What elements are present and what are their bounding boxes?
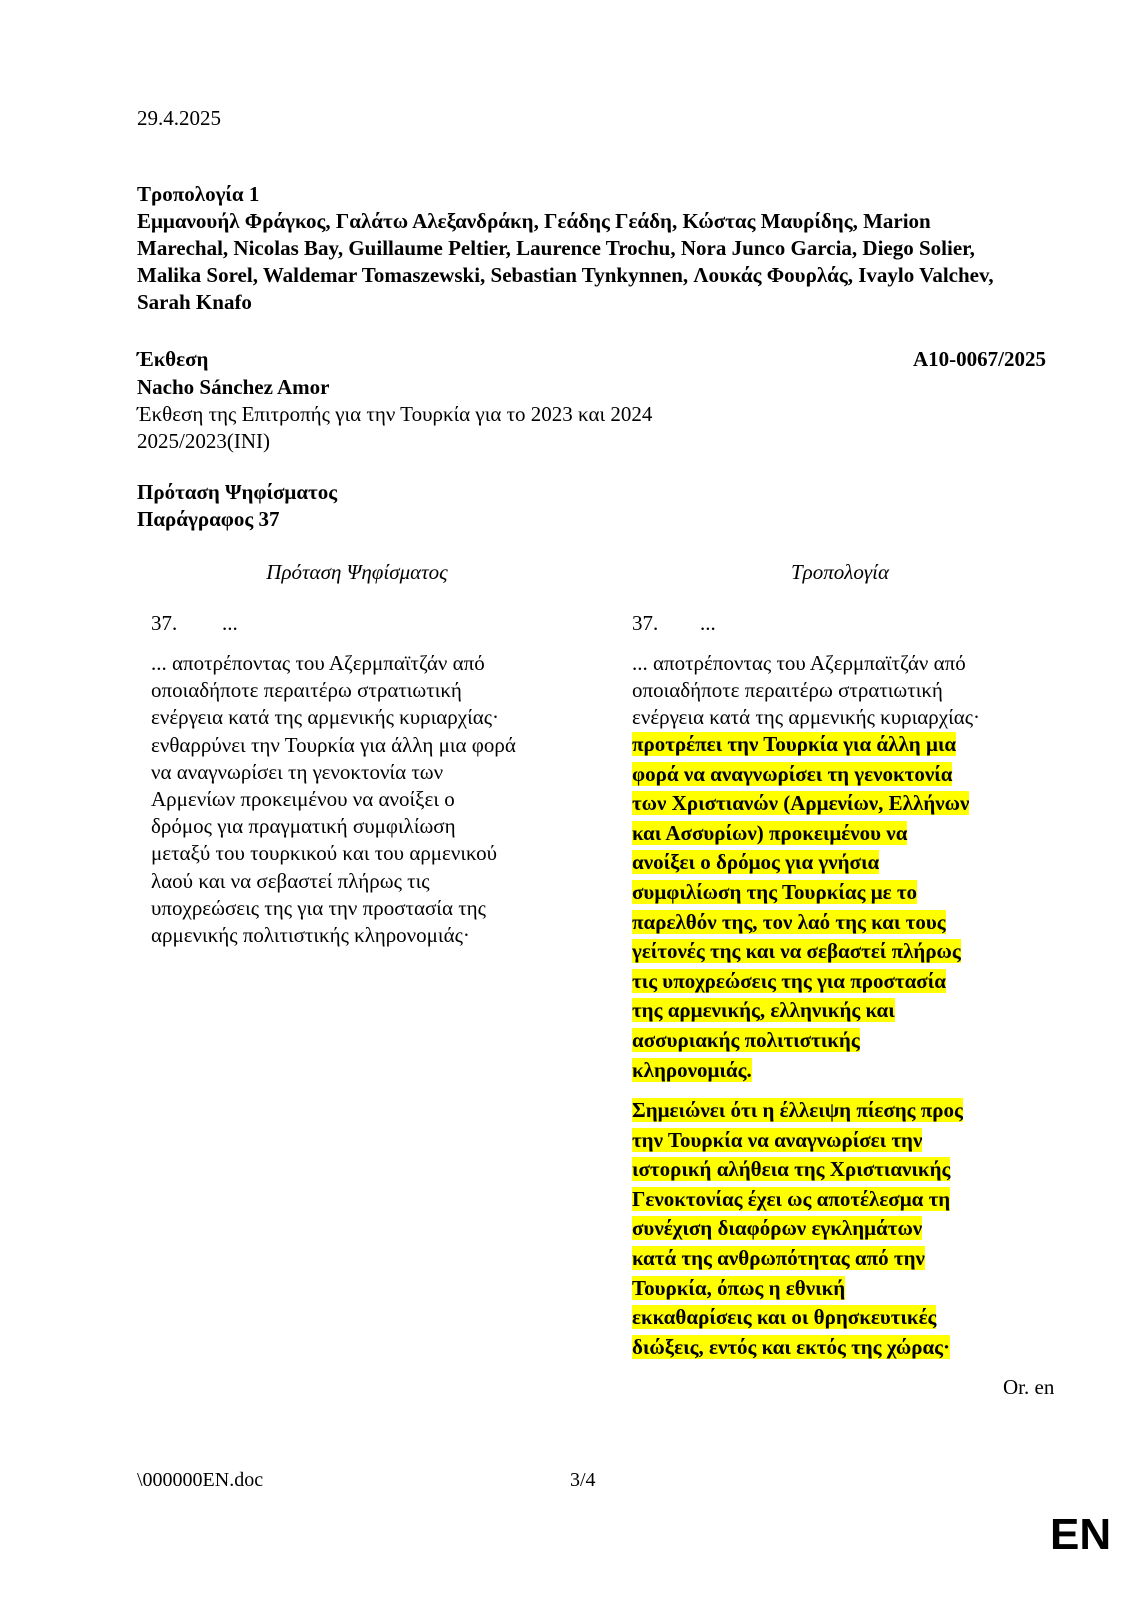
highlighted-line: την Τουρκία να αναγνωρίσει την bbox=[632, 1127, 923, 1152]
right-ellipsis: ... bbox=[700, 611, 716, 635]
left-paragraph-number: 37. bbox=[151, 611, 178, 635]
language-mark: EN bbox=[1050, 1510, 1112, 1559]
highlighted-line: κληρονομιάς. bbox=[632, 1057, 752, 1082]
text-line: Αρμενίων προκειμένου να ανοίξει ο bbox=[151, 787, 455, 812]
highlighted-line: διώξεις, εντός και εκτός της χώρας· bbox=[632, 1334, 951, 1359]
report-title: Έκθεση της Επιτροπής για την Τουρκία για το 2023 και 2024 bbox=[137, 402, 653, 426]
report-number: A10-0067/2025 bbox=[913, 347, 1046, 371]
footer-page-number: 3/4 bbox=[570, 1469, 596, 1491]
text-line: να αναγνωρίσει τη γενοκτονία των bbox=[151, 759, 444, 784]
highlighted-line: Σημειώνει ότι η έλλειψη πίεσης προς bbox=[632, 1098, 963, 1122]
highlighted-line: τις υποχρεώσεις της για προστασία bbox=[632, 968, 946, 993]
text-line: ενέργεια κατά της αρμενικής κυριαρχίας· bbox=[151, 705, 500, 730]
left-ellipsis: ... bbox=[222, 611, 238, 635]
report-info bbox=[137, 374, 652, 455]
text-line: ενθαρρύνει την Τουρκία για άλλη μια φορά bbox=[151, 732, 516, 757]
text-line: λαού και να σεβαστεί πλήρως τις bbox=[151, 868, 430, 893]
authors-line: Εμμανουήλ Φράγκος, Γαλάτω Αλεξανδράκη, Γεάδης Γεάδη, Κώστας Μαυρίδης, Marion bbox=[137, 209, 931, 233]
procedure-number: 2025/2023(INI) bbox=[137, 429, 270, 453]
text-line: ... αποτρέποντας του Αζερμπαϊτζάν από bbox=[632, 651, 966, 675]
motion-title: Πρόταση Ψηφίσματος bbox=[137, 480, 338, 504]
right-column-heading: Τροπολογία bbox=[790, 560, 889, 584]
text-line: ... αποτρέποντας του Αζερμπαϊτζάν από bbox=[151, 651, 485, 675]
highlighted-line: της αρμενικής, ελληνικής και bbox=[632, 998, 895, 1023]
text-line: οποιαδήποτε περαιτέρω στρατιωτική bbox=[151, 678, 462, 703]
highlighted-line: και Ασσυρίων) προκειμένου να bbox=[632, 820, 908, 845]
amended-text-unchanged bbox=[632, 650, 1052, 732]
amendment-title: Τροπολογία 1 bbox=[137, 182, 260, 206]
highlighted-line: Τουρκία, όπως η εθνική bbox=[632, 1275, 846, 1300]
amended-text-highlight-1 bbox=[632, 730, 969, 1085]
highlighted-line: Γενοκτονίας έχει ως αποτέλεσμα τη bbox=[632, 1186, 951, 1211]
text-line: ενέργεια κατά της αρμενικής κυριαρχίας· bbox=[632, 705, 981, 730]
highlighted-line: συμφιλίωση της Τουρκίας με το bbox=[632, 879, 917, 904]
highlighted-line: φορά να αναγνωρίσει τη γενοκτονία bbox=[632, 761, 953, 786]
original-text bbox=[151, 650, 571, 949]
amended-text-highlight-2 bbox=[632, 1096, 963, 1362]
authors-line: Malika Sorel, Waldemar Tomaszewski, Sebastian Tynkynnen, Λουκάς Φουρλάς, Ivaylo Valchev, bbox=[137, 263, 994, 287]
highlighted-line: ανοίξει ο δρόμος για γνήσια bbox=[632, 850, 880, 875]
motion-info bbox=[137, 479, 337, 533]
authors-line: Marechal, Nicolas Bay, Guillaume Peltier, Laurence Trochu, Nora Junco Garcia, Diego Solier, bbox=[137, 236, 975, 260]
text-line: δρόμος για πραγματική συμφιλίωση bbox=[151, 814, 456, 839]
highlighted-line: των Χριστιανών (Αρμενίων, Ελλήνων bbox=[632, 791, 970, 816]
right-paragraph-number: 37. bbox=[632, 611, 659, 635]
highlighted-line: κατά της ανθρωπότητας από την bbox=[632, 1245, 925, 1270]
highlighted-line: γείτονές της και να σεβαστεί πλήρως bbox=[632, 939, 961, 964]
highlighted-line: παρελθόν της, τον λαό της και τους bbox=[632, 909, 946, 934]
text-line: μεταξύ του τουρκικού και του αρμενικού bbox=[151, 841, 498, 866]
document-date: 29.4.2025 bbox=[137, 106, 221, 130]
left-column-heading: Πρόταση Ψηφίσματος bbox=[266, 560, 448, 584]
authors-line: Sarah Knafo bbox=[137, 290, 252, 314]
text-line: αρμενικής πολιτιστικής κληρονομιάς· bbox=[151, 923, 470, 948]
amendment-header bbox=[137, 181, 1107, 316]
highlighted-line: εκκαθαρίσεις και οι θρησκευτικές bbox=[632, 1305, 937, 1330]
rapporteur: Nacho Sánchez Amor bbox=[137, 375, 330, 399]
highlighted-line: συνέχιση διαφόρων εγκλημάτων bbox=[632, 1216, 923, 1241]
text-line: υποχρεώσεις της για την προστασία της bbox=[151, 895, 486, 920]
report-label: Έκθεση bbox=[137, 347, 209, 371]
footer-filename: \000000EN.doc bbox=[137, 1469, 264, 1491]
highlighted-line: ιστορική αλήθεια της Χριστιανικής bbox=[632, 1157, 951, 1182]
highlighted-line: ασσυριακής πολιτιστικής bbox=[632, 1027, 860, 1052]
highlighted-line: προτρέπει την Τουρκία για άλλη μια bbox=[632, 732, 957, 756]
paragraph-number: Παράγραφος 37 bbox=[137, 507, 280, 531]
text-line: οποιαδήποτε περαιτέρω στρατιωτική bbox=[632, 678, 943, 703]
original-language: Or. en bbox=[1003, 1375, 1055, 1399]
